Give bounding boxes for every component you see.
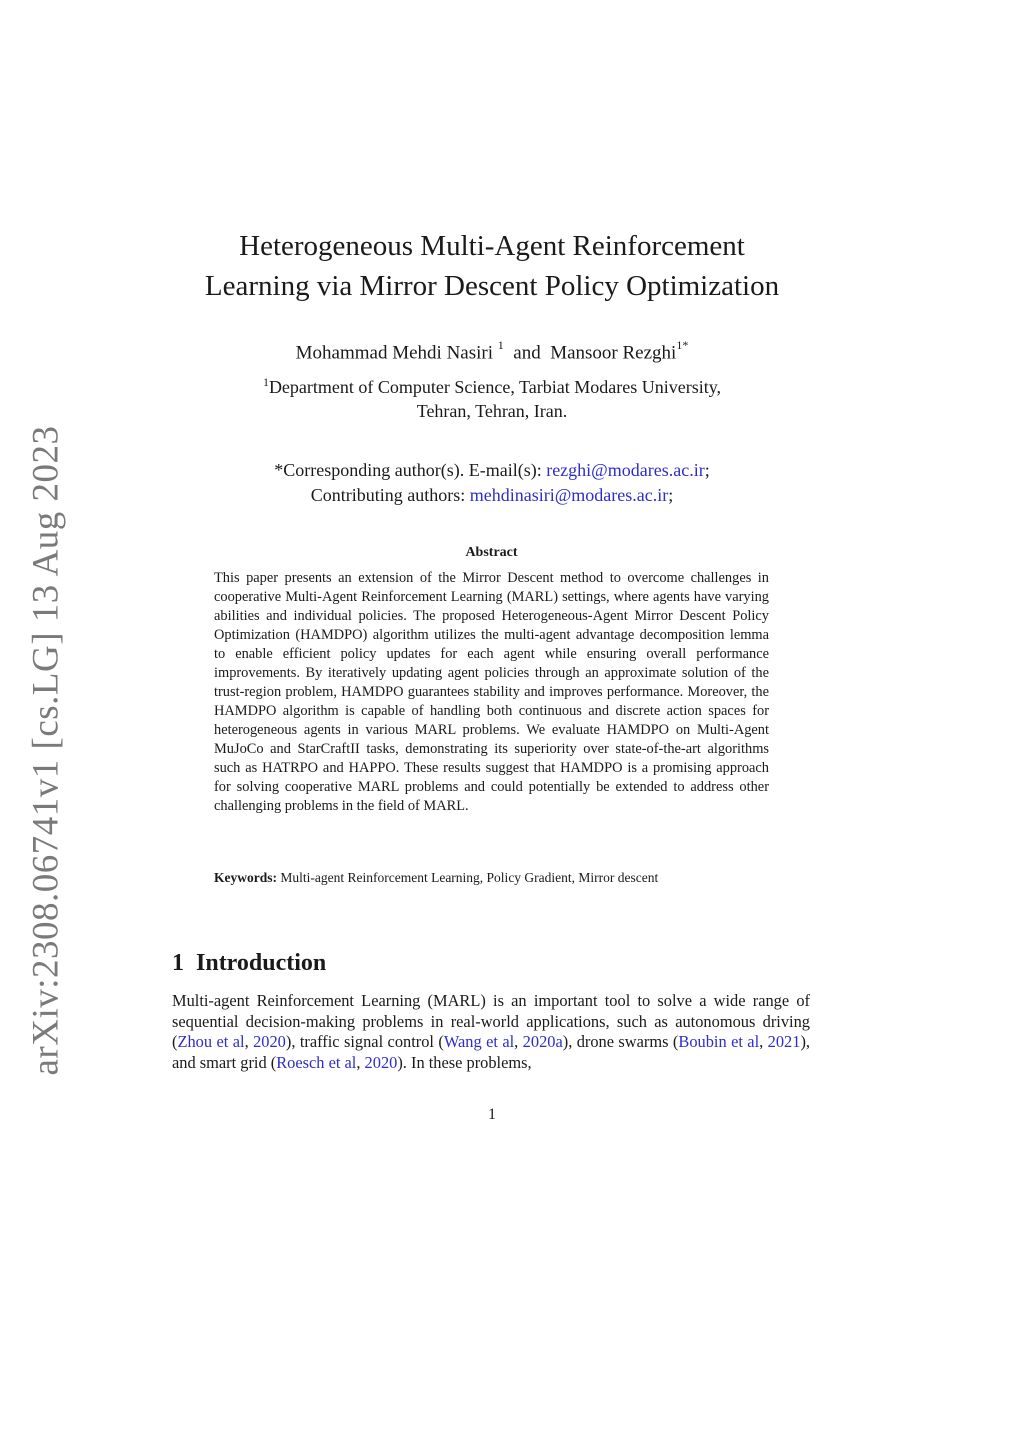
citation-wang-year-link[interactable]: 2020a bbox=[522, 1032, 563, 1052]
affiliation-line-1: Department of Computer Science, Tarbiat Modares University, bbox=[268, 377, 722, 397]
intro-text-segment: ), and smart grid ( bbox=[172, 1032, 810, 1072]
correspondence-block bbox=[150, 458, 834, 508]
title-line-2: Learning via Mirror Descent Policy Optimization bbox=[204, 270, 780, 302]
corresponding-semicolon: ; bbox=[704, 460, 710, 480]
contributing-semicolon: ; bbox=[668, 485, 674, 505]
arxiv-identifier-stamp bbox=[20, 425, 72, 1075]
citation-separator: , bbox=[759, 1032, 768, 1052]
affiliation-block bbox=[150, 370, 834, 423]
intro-text-segment: ). In these problems, bbox=[397, 1052, 532, 1072]
keywords-line bbox=[214, 869, 774, 887]
citation-separator: , bbox=[356, 1052, 365, 1072]
citation-boubin-author-link[interactable]: Boubin et al bbox=[678, 1032, 760, 1052]
author-2-name: Mansoor Rezghi bbox=[550, 342, 677, 364]
citation-separator: , bbox=[514, 1032, 523, 1052]
title-line-1: Heterogeneous Multi-Agent Reinforcement bbox=[239, 230, 745, 262]
section-heading-introduction bbox=[172, 948, 326, 978]
author-conjunction: and bbox=[513, 342, 541, 364]
introduction-paragraph bbox=[172, 991, 810, 1073]
intro-text-segment: ), drone swarms ( bbox=[562, 1032, 679, 1052]
section-number: 1 bbox=[172, 950, 184, 976]
author-list bbox=[150, 334, 834, 366]
contributing-authors-label: Contributing authors: bbox=[310, 485, 466, 505]
corresponding-author-email-link[interactable]: rezghi@modares.ac.ir bbox=[546, 460, 705, 480]
intro-text-segment: ), traffic signal control ( bbox=[285, 1032, 444, 1052]
citation-roesch-author-link[interactable]: Roesch et al bbox=[276, 1052, 357, 1072]
abstract-heading: Abstract bbox=[465, 545, 518, 560]
citation-roesch-year-link[interactable]: 2020 bbox=[364, 1052, 398, 1072]
keywords-text: Multi-agent Reinforcement Learning, Policy Gradient, Mirror descent bbox=[280, 870, 659, 885]
paper-title bbox=[150, 226, 834, 306]
citation-zhou-year-link[interactable]: 2020 bbox=[253, 1032, 286, 1052]
corresponding-author-label: *Corresponding author(s). E-mail(s): bbox=[274, 460, 542, 480]
author-1-name: Mohammad Mehdi Nasiri bbox=[295, 342, 494, 364]
author-1-affiliation-mark: 1 bbox=[497, 338, 504, 352]
keywords-label: Keywords: bbox=[214, 870, 277, 885]
citation-wang-author-link[interactable]: Wang et al bbox=[443, 1032, 515, 1052]
affiliation-mark: 1 bbox=[262, 375, 269, 389]
intro-text-segment: Multi-agent Reinforcement Learning (MARL) is an important tool to solve a wide range of sequential decision-making problems in real-world applications, such as autonomous driving ( bbox=[172, 991, 810, 1052]
page-number: 1 bbox=[488, 1106, 496, 1123]
citation-boubin-year-link[interactable]: 2021 bbox=[767, 1032, 801, 1052]
author-2-affiliation-mark: 1* bbox=[676, 338, 689, 352]
arxiv-identifier-text: arXiv:2308.06741v1 [cs.LG] 13 Aug 2023 bbox=[25, 425, 67, 1075]
citation-separator: , bbox=[244, 1032, 254, 1052]
citation-zhou-author-link[interactable]: Zhou et al bbox=[177, 1032, 245, 1052]
abstract-text: This paper presents an extension of the Mirror Descent method to overcome challenges in cooperative Multi-Agent Reinforcement Learning (MARL) settings, where agents have varying abilities and individual policies. The proposed Heterogeneous-Agent Mirror Descent Policy Optimization (HAMDPO) algorithm utilizes the multi-agent advantage decomposition lemma to enable efficient policy updates for each agent while ensuring overall performance improvements. By iteratively updating agent policies through an approximate solution of the trust-region problem, HAMDPO guarantees stability and improves performance. Moreover, the HAMDPO algorithm is capable of handling both continuous and discrete action spaces for heterogeneous agents in various MARL problems. We evaluate HAMDPO on Multi-Agent MuJoCo and StarCraftII tasks, demonstrating its superiority over state-of-the-art algorithms such as HATRPO and HAPPO. These results suggest that HAMDPO is a promising approach for solving cooperative MARL problems and could potentially be extended to address other challenging problems in the field of MARL. bbox=[214, 570, 769, 814]
affiliation-line-2: Tehran, Tehran, Iran. bbox=[416, 401, 568, 421]
section-title: Introduction bbox=[196, 950, 327, 976]
contributing-author-email-link[interactable]: mehdinasiri@modares.ac.ir bbox=[469, 485, 669, 505]
